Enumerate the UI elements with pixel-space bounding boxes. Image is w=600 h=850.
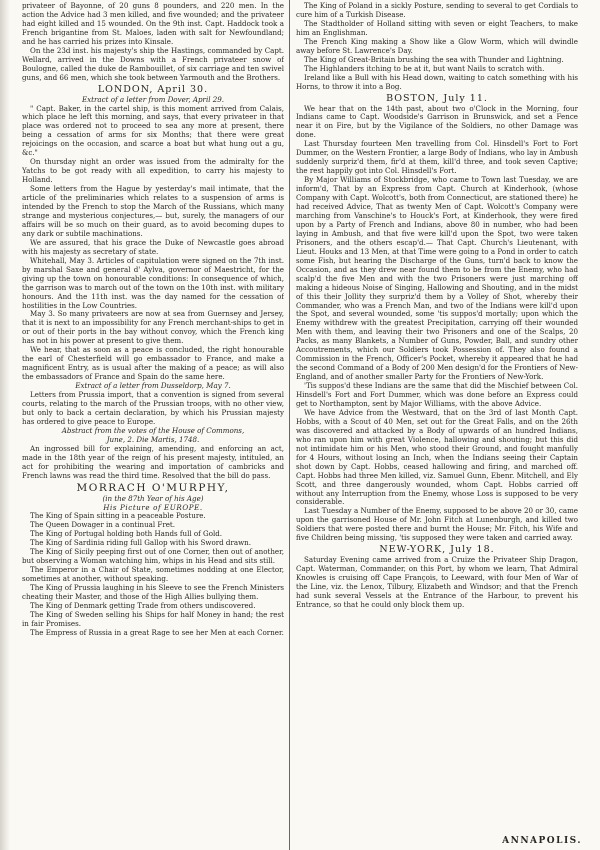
list-item: Ireland like a Bull with his Head down, waiting to catch something with his Horns, to throw it into a Bog. [296,72,578,91]
extract-heading: Abstract from the votes of the House of Commons, [61,425,245,435]
list-item: The King of Spain sitting in a peaceable Posture. [30,511,206,521]
article-paragraph: Saturday Evening came arrived from a Cruize the Privateer Ship Dragon, Capt. Waterman, Commander, on this Port, by whom we learn, That Admiral Knowles is cruising off Cape François, to Leeward, with four Men of War of the Line, viz. the Lenox, Tilbury, Elizabeth and Windsor; and that the French had sunk several Vessels at the Entrance of the Harbour, to prevent his Entrance, so that he could only block them up. [296,555,578,609]
article-paragraph: Letters from Prussia import, that a convention is signed from several courts, relating to the march of the Prussian troops, with no other view, but only to back a certain declaration, by which his Prussian majesty has ordered to give peace to Europe. [22,390,284,426]
article-paragraph: We hear, that as soon as a peace is concluded, the right honourable the earl of Chesterfield will go embassador to France, and make a magnificent Entry, as is usual after the making of a peace; as will also the embassadors of France and Spain do the same here. [22,345,284,382]
article-paragraph: We have Advice from the Westward, that on the 3rd of last Month Capt. Hobbs, with a Scout of 40 Men, set out for the Great Falls, and on the 26th was discovered and attacked by a Body of upwards of an hundred Indians, who ran upon him with great Violence, hallowing and shouting; but this did not intimidate him or his Men, who stood their Ground, and fought manfully for 4 Hours, without losing an Inch, when the Indians seeing their Captain shot down by Capt. Hobbs, ceased hallowing and firing, and marched off. Capt. Hobbs had three Men killed, viz. Samuel Gunn, Ebenr. Mitchell, and Ely Scott, and three dangerously wounded, whom Capt. Hobbs carried off without any Interruption from the Enemy, whose Loss is supposed to be very considerable. [296,407,578,507]
list-item: The French King making a Show like a Glow Worm, which will dwindle away before St. Lawrence's Day. [296,36,578,55]
list-item: The King of Poland in a sickly Posture, sending to several to get Cordials to cure him of a Turkish Disease. [296,2,578,19]
article-paragraph: Whitehall, May 3. Articles of capitulation were signed on the 7th inst. by marshal Saxe and general d' Aylva, governor of Maestricht, for the giving up the town on honourable conditions: In consequence of which, the garrison was to march out of the town on the 10th inst. with military honours. And the 11th inst. was the day named for the cessation of hostilities in the Low Countries. [22,255,284,310]
list-item: The King of Sardinia riding full Gallop with his Sword drawn. [30,538,251,548]
article-paragraph: Last Tuesday a Number of the Enemy, supposed to be above 20 or 30, came upon the garrisoned House of Mr. John Fitch at Lunenburgh, and killed two Soldiers that were posted there and burnt the House; Mr. Fitch, his Wife and five Children being missing, 'tis supposed they were taken and carried away. [296,506,578,543]
column-divider [289,0,290,850]
list-item: The King of Sicily peeping first out of one Corner, then out of another, but observing a Woman watching him, whips in his Head and sits still. [22,547,284,566]
list-item: The Stadtholder of Holland sitting with seven or eight Teachers, to make him an Englishman. [296,18,578,37]
list-item: The Empress of Russia in a great Rage to see her Men at each Corner. [30,627,284,637]
article-paragraph: privateer of Bayonne, of 20 guns 8 pounders, and 220 men. In the action the Advice had 3 men killed, and five wounded; and the privateer had eight killed and 15 wounded. On the 9th inst. Capt. Haddock took a French brigantine from St. Maloes, laden with salt for Newfoundland; and he has carried his prizes into Kinsale. [22,2,284,46]
article-paragraph: On the 23d inst. his majesty's ship the Hastings, commanded by Capt. Wellard, arrived in the Downs with a French privateer snow of Boulogne, called the duke de Rambouillet, of six carriage and ten swivel guns, and 66 men, which she took between Yarmouth and the Brothers. [22,45,284,82]
list-item: The King of Portugal holding both Hands full of Gold. [30,529,223,539]
article-paragraph: Some letters from the Hague by yesterday's mail intimate, that the article of the preliminaries which relates to a suspension of arms is intended by the French to stop the March of the Russians, which many strange and mysterious conjectures,— but, surely, the managers of our affairs will be so much on their guard, as to avoid becoming dupes to any dark or subtile machinations. [22,184,284,238]
page-edge-shadow [0,0,10,850]
article-paragraph: An ingrossed bill for explaining, amending, and enforcing an act, made in the 18th year of the reign of his present majesty, intituled, an act for prohibiting the wearing and importation of cambricks and French lawns was read the third time. Resolved that the bill do pass. [22,443,284,480]
section-subtitle: His Picture of EUROPE. [103,502,203,512]
section-title: MORRACH O'MURPHY, [76,481,230,494]
section-subtitle: (in the 87th Year of his Age) [102,493,204,503]
dateline-heading: LONDON, April 30. [97,83,209,95]
article-paragraph: 'Tis suppos'd these Indians are the same that did the Mischief between Col. Hinsdell's Fort and Fort Dummer, which was done before an Express could get to Northampton, sent by Major Williams, with the above Advice. [296,381,578,408]
article-paragraph: We are assured, that his grace the Duke of Newcastle goes abroad with his majesty as secretary of state. [22,237,284,256]
article-paragraph: May 3. So many privateers are now at sea from Guernsey and Jersey, that it is next to an impossibility for any French merchant-ships to get in or out of their ports in the bay without convoy, which the French king has not in his power at present to give them. [22,309,284,346]
list-item: The King of Great-Britain brushing the sea with Thunder and Lightning. [304,54,564,64]
right-column [296,2,578,848]
catchword-footer: ANNAPOLIS. [502,836,582,846]
dateline-heading: NEW-YORK, July 18. [379,544,495,556]
list-item: The King of Sweden selling his Ships for half Money in hand; the rest in fair Promises. [22,609,284,628]
extract-heading: Extract of a letter from Dusseldorp, May 7. [75,381,231,391]
left-column [22,2,284,848]
extract-heading: June, 2. Die Martis, 1748. [106,434,200,444]
list-item: The King of Denmark getting Trade from others undiscovered. [30,601,256,610]
list-item: The Highlanders itching to be at it, but want Nails to scratch with. [304,63,545,73]
article-paragraph: By Major Williams of Stockbridge, who came to Town last Tuesday, we are inform'd, That by an Express from Capt. Church at Kinderhook, (whose Company with Capt. Wolcott's, both from Connecticut, are stationed there) he had received Advice, That as twenty Men of Capt. Wolcott's Company were marching from Vanschine's to Houck's Fort, at Kinderhook, they were fired upon by a Party of French and Indians, above 80 in number, who had been laying in Ambush, and that five were kill'd upon the Spot, two were taken Prisoners, and the others escap'd.— That Capt. Church's Lieutenant, with Lieut. Houks and 13 Men, at that Time were going to a Pond in order to catch some Fish, but hearing the Discharge of the Guns, turn'd back to know the Occasion, and as they drew near found them to be from the Enemy, who had scalp'd the five Men and with the two Prisoners were just marching off making a hideous Noise of Singing, Hallowing and Shouting, and in the midst of this their Jollity they surpriz'd them by a Volley of Shot, whereby their Commander, who was a French Man, and two of the Indians were kill'd upon the Spot, and several wounded, some 'tis suppos'd mortally; upon which the Enemy withdrew with the greatest Precipitation, carrying off their wounded Men with them, and leaving their two Prisoners and one of the Scalps, 20 Packs, as many Blankets, a Number of Guns, Powder, Ball, and sundry other Accoutrements, which our Soldiers took Possession of. They also found a Commission in the French, Officer's Pocket, whereby it appeared that he had the second Command of a Body of 200 Men design'd for the Frontiers of New-England, and of another smaller Party for the Frontiers of New-York. [296,175,578,382]
article-paragraph: " Capt. Baker, in the cartel ship, is this moment arrived from Calais, which place he left this morning, and says, that every privateer in that place was ordered not to proceed to sea any more at present, there being a cessation of arms for six Months; that there were great rejoicings on the occasion, and scarce a boat but what hung out a gu, &c." [22,103,284,158]
extract-heading: Extract of a letter from Dover, April 29. [81,94,225,104]
dateline-heading: BOSTON, July 11. [386,92,488,104]
article-paragraph: Last Thursday fourteen Men travelling from Col. Hinsdell's Fort to Fort Dummer, on the Western Frontier, a large Body of Indians, who lay in Ambush suddenly surpriz'd them, fir'd at them, kill'd three, and took seven Captive; the rest happily got into Col. Hinsdell's Fort. [296,139,578,176]
list-item: The Emperor in a Chair of State, sometimes nodding at one Elector, sometimes at another, without speaking. [22,565,284,584]
list-item: The King of Prussia laughing in his Sleeve to see the French Ministers cheating their Master, and those of the High Allies bullying them. [22,583,284,602]
article-paragraph: On thursday night an order was issued from the admiralty for the Yatchs to be got ready with all expedition, to carry his majesty to Holland. [22,157,284,185]
list-item: The Queen Dowager in a continual Fret. [30,520,176,530]
article-paragraph: We hear that on the 14th past, about two o'Clock in the Morning, four Indians came to Capt. Woodside's Garrison in Brunswick, and set a Fence near it on Fire, but by the Vigilance of the Soldiers, no other Damage was done. [296,103,578,140]
